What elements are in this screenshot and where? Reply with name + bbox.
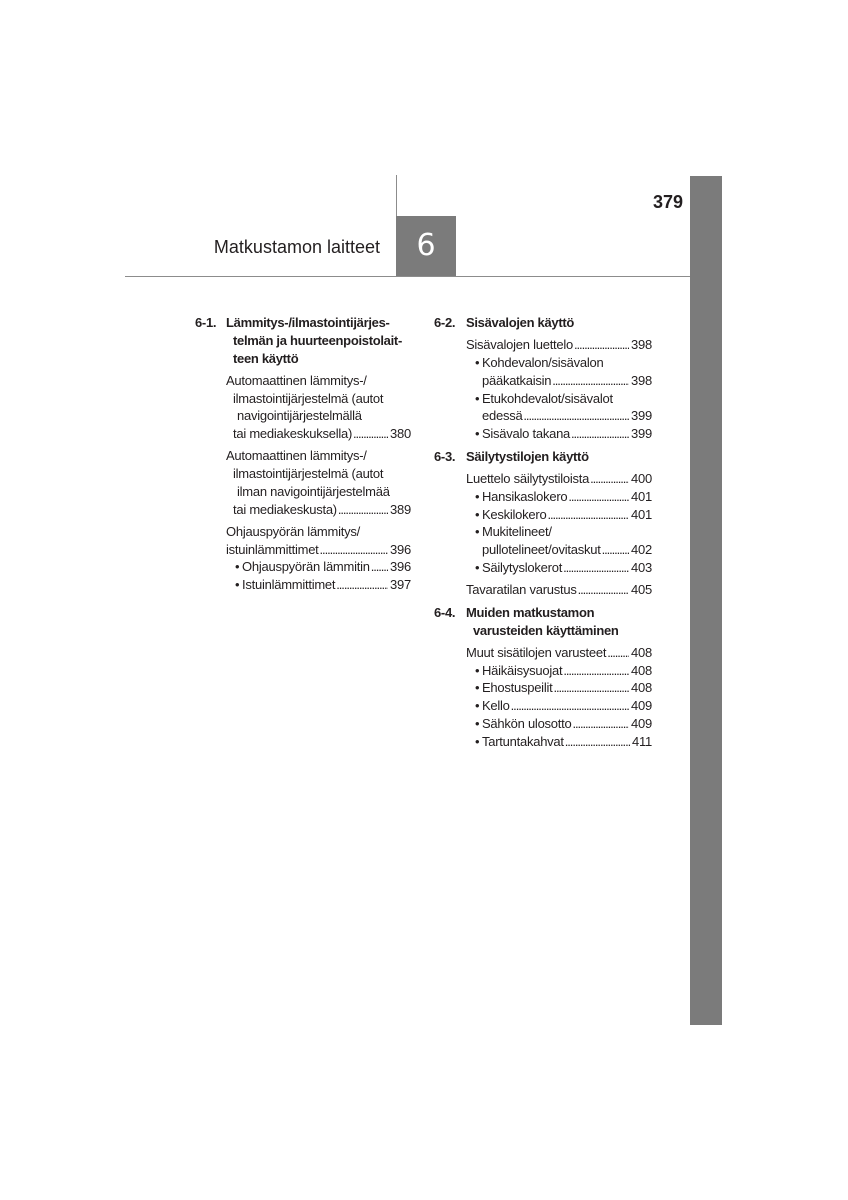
toc-page-number: 400 [631,471,652,486]
toc-page-number: 397 [390,577,411,592]
bullet-icon [475,523,479,541]
toc-entries [466,470,652,599]
toc-entry-text: Istuinlämmittimet [242,577,336,592]
toc-entry-line [466,581,652,599]
dot-leader [573,336,629,354]
toc-entry-line [482,372,652,390]
toc-bullet-entry [466,733,652,751]
toc-entry-line [482,488,652,506]
bullet-icon [475,662,479,680]
dot-leader [564,733,630,751]
toc-page-number: 411 [632,733,652,749]
chapter-thumb-tab [690,176,722,1025]
bullet-icon [475,679,479,697]
toc-bullet-entry [466,506,652,524]
toc-section-title-line: Säilytystilojen käyttö [466,448,589,464]
dot-leader [551,372,629,390]
dot-leader [510,697,629,715]
dot-leader [552,679,629,697]
dot-leader [370,558,388,576]
toc-entry-text: pullotelineet/ovitaskut [482,542,601,557]
toc-page-number: 408 [631,662,652,678]
toc-entry-text: Kello [482,698,510,713]
toc-entries [466,336,652,443]
dot-leader [571,715,629,733]
toc-entry-text: Tartuntakahvat [482,733,564,749]
toc-bullet-entry [466,662,652,680]
toc-section-number: 6-2. [434,315,456,330]
toc-section-title-line: teen käyttö [233,350,299,366]
toc-page-number: 380 [390,426,411,441]
toc-entry-text: Säilytyslokerot [482,559,563,575]
dot-leader [567,488,629,506]
toc-entry-text: pääkatkaisin [482,372,552,388]
toc-bullet-entry [466,697,652,715]
toc-entry-text: istuinlämmittimet [226,541,319,557]
toc-entry-line [482,733,652,751]
toc-section-heading [434,604,652,640]
toc-bullet-entry [466,488,652,506]
toc-page-number: 389 [390,501,411,517]
toc-entry [226,447,411,518]
toc-section-title-line: Muiden matkustamon [466,604,595,620]
dot-leader [601,541,629,559]
dot-leader [335,576,388,594]
toc-entry-text: Keskilokero [482,506,547,522]
toc-entry-line [226,501,411,519]
header-divider-line [396,175,397,216]
toc-page-number: 398 [631,372,652,388]
toc-entry-line: ilman navigointijärjestelmää [237,483,390,499]
page-number: 379 [652,192,683,212]
toc-section-heading [434,448,652,466]
toc-entry-line [466,336,652,354]
toc-entry [226,523,411,559]
toc-entry-text: Sisävalo takana [482,426,571,441]
toc-entry-text: Luettelo säilytystiloista [466,471,590,486]
toc-entry-line: navigointijärjestelmällä [237,408,362,424]
toc-entry [226,372,411,443]
toc-bullet-entry [226,576,411,594]
toc-page-number: 405 [631,582,652,597]
toc-section-title [466,448,652,466]
dot-leader [589,470,629,488]
toc-section-6-4 [434,604,652,751]
toc-section-number: 6-4. [434,604,456,620]
toc-entry-line: Automaattinen lämmitys-/ [226,372,367,388]
toc-entry-line [242,558,411,576]
toc-entry-text: Sähkön ulosotto [482,715,572,731]
bullet-icon [475,506,479,524]
dot-leader [570,425,629,443]
toc-bullet-entry [466,425,652,443]
toc-section-title-line: Lämmitys-/ilmastointijärjes- [226,315,390,330]
dot-leader [546,506,629,524]
dot-leader [577,581,629,599]
toc-section-6-2 [434,314,652,443]
toc-entry-line: Etukohdevalot/sisävalot [482,390,613,406]
toc-section-title-line: varusteiden käyttäminen [473,622,619,638]
toc-entry [466,336,652,354]
toc-entry-text: Häikäisysuojat [482,662,563,678]
toc-page-number: 409 [631,715,652,731]
toc-section-heading [434,314,652,332]
toc-left-column [195,314,411,594]
toc-section-heading [195,314,411,367]
toc-bullet-entry [466,354,652,390]
toc-entry [466,581,652,599]
toc-bullet-entry [466,390,652,426]
toc-page-number: 401 [631,488,652,504]
toc-bullet-entry [466,523,652,559]
chapter-number-box [396,216,456,276]
toc-bullet-entry [226,558,411,576]
bullet-icon [475,488,479,506]
toc-page-number: 399 [631,408,652,424]
toc-section-number: 6-3. [434,448,456,464]
toc-entry-line: Ohjauspyörän lämmitys/ [226,523,360,539]
toc-entry-text: Ehostuspeilit [482,680,553,696]
toc-page-number: 402 [631,542,652,557]
bullet-icon [475,733,479,751]
toc-page-number: 398 [631,337,652,353]
toc-entry-text: tai mediakeskusta) [233,501,337,517]
toc-entry-line [466,644,652,662]
toc-entry-text: Tavaratilan varustus [466,582,577,597]
toc-entry-text: Ohjauspyörän lämmitin [242,559,370,575]
toc-entry-line [466,470,652,488]
toc-entry-text: tai mediakeskuksella) [233,426,353,441]
toc-entry [466,644,652,662]
bullet-icon [475,559,479,577]
dot-leader [352,425,388,443]
toc-entry-line: ilmastointijärjestelmä (autot [233,466,384,481]
chapter-title: Matkustamon laitteet [213,237,380,257]
dot-leader [606,644,629,662]
toc-entry-line [226,425,411,443]
toc-entry-line [482,559,652,577]
toc-section-6-1 [195,314,411,594]
toc-section-title-line: telmän ja huurteenpoistolait- [233,332,402,348]
toc-entry-text: Muut sisätilojen varusteet [466,644,607,660]
bullet-icon [475,425,479,443]
bullet-icon [475,697,479,715]
toc-bullet-entry [466,715,652,733]
toc-entry-text: edessä [482,408,523,424]
toc-entry-line [482,425,652,443]
dot-leader [522,407,629,425]
toc-entries [466,644,652,751]
toc-entry-line: Kohdevalon/sisävalon [482,355,604,370]
toc-entry-text: Sisävalojen luettelo [466,337,574,353]
toc-entry-line [482,662,652,680]
toc-entry-line [482,541,652,559]
toc-section-title-line: Sisävalojen käyttö [466,315,575,330]
bullet-icon [235,576,239,594]
toc-section-6-3 [434,448,652,599]
toc-entry-line: Automaattinen lämmitys-/ [226,448,367,464]
dot-leader [337,501,388,519]
toc-page-number: 396 [390,559,411,575]
toc-entry-line [482,407,652,425]
chapter-number: 6 [416,228,436,263]
toc-section-title [466,314,652,332]
toc-entry-line: ilmastointijärjestelmä (autot [233,390,384,406]
toc-page-number: 403 [631,559,652,575]
toc-entry-line [226,541,411,559]
toc-entry-line [482,679,652,697]
bullet-icon [475,715,479,733]
toc-page-number: 408 [631,680,652,696]
toc-page-number: 409 [631,698,652,713]
toc-section-title [466,604,652,640]
toc-entry-line [482,715,652,733]
header-rule [125,276,690,277]
dot-leader [562,559,629,577]
toc-page-number: 399 [631,426,652,441]
dot-leader [562,662,629,680]
dot-leader [319,541,389,559]
toc-page-number: 408 [631,644,652,660]
toc-right-column [434,314,652,750]
toc-bullet-entry [466,679,652,697]
toc-page-number: 401 [631,506,652,522]
toc-section-number: 6-1. [195,315,217,330]
toc-entries [226,372,411,594]
toc-entry-line [482,697,652,715]
toc-bullet-entry [466,559,652,577]
toc-section-title [226,314,411,367]
toc-entry-line: Mukitelineet/ [482,524,552,540]
bullet-icon [475,354,479,372]
toc-page-number: 396 [390,541,411,557]
toc-entry-text: Hansikaslokero [482,488,568,504]
bullet-icon [235,558,239,576]
bullet-icon [475,390,479,408]
toc-entry [466,470,652,488]
toc-entry-line [242,576,411,594]
toc-entry-line [482,506,652,524]
